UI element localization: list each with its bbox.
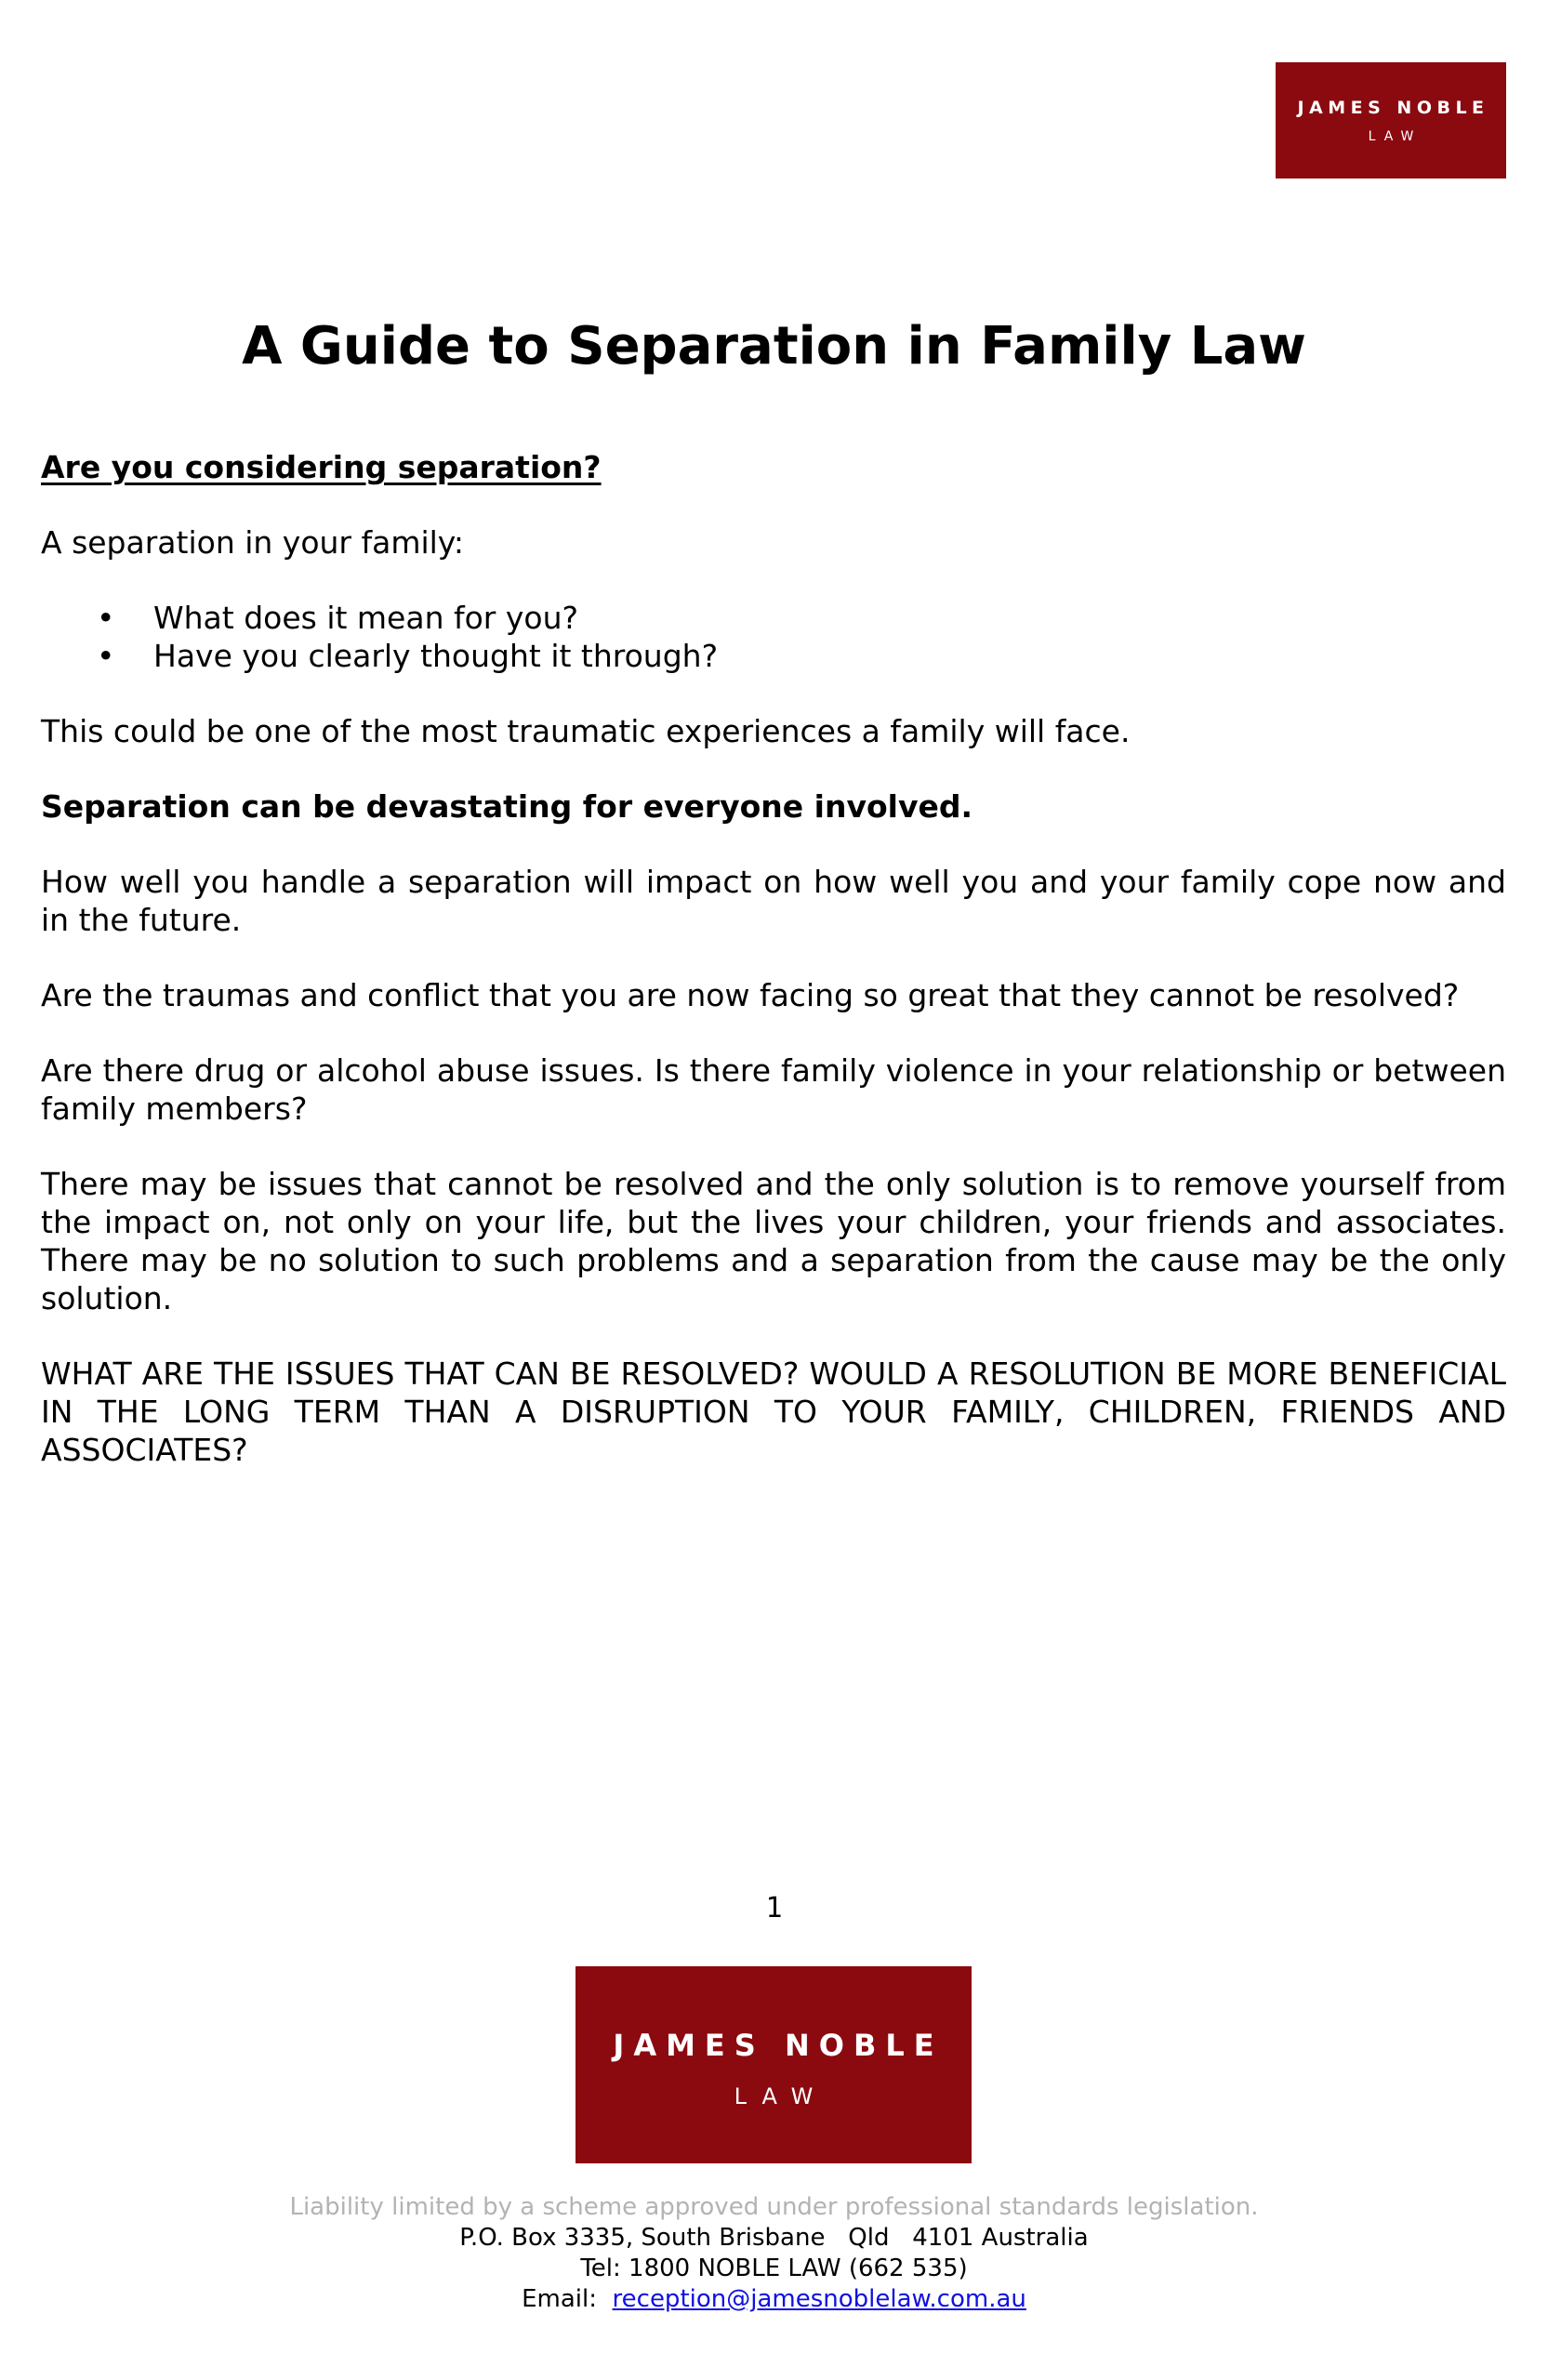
paragraph-handle: How well you handle a separation will impact on how well you and your family cope now and in the future. xyxy=(41,864,1506,938)
logo-sub: LAW xyxy=(1368,128,1422,144)
logo-name: JAMES NOBLE xyxy=(1297,97,1489,118)
paragraph-traumas: Are the traumas and conflict that you are now facing so great that they cannot be resolved? xyxy=(41,977,1460,1013)
logo-sub: LAW xyxy=(734,2083,828,2109)
list-item xyxy=(41,637,1506,675)
paragraph-drug: Are there drug or alcohol abuse issues. Is there family violence in your relationship or between family members? xyxy=(41,1052,1506,1127)
telephone: Tel: 1800 NOBLE LAW (662 535) xyxy=(580,2254,968,2282)
paragraph-traumatic: This could be one of the most traumatic experiences a family will face. xyxy=(41,713,1131,749)
paragraph-issues: There may be issues that cannot be resolved and the only solution is to remove yourself from the impact on, not only on your life, but the lives your children, your friends and associates. There may be no solution to such problems and a separation from the cause may be the only solution. xyxy=(41,1166,1506,1316)
bullet-icon: • xyxy=(97,600,115,636)
footer xyxy=(0,2192,1548,2315)
list-item-text: What does it mean for you? xyxy=(153,600,579,636)
list-item-text: Have you clearly thought it through? xyxy=(153,638,719,674)
liability-disclaimer: Liability limited by a scheme approved under professional standards legislation. xyxy=(289,2193,1259,2221)
paragraph-caps: WHAT ARE THE ISSUES THAT CAN BE RESOLVED? WOULD A RESOLUTION BE MORE BENEFICIAL IN THE LONG TERM THAN A DISRUPTION TO YOUR FAMILY, CHILDREN, FRIENDS AND ASSOCIATES? xyxy=(41,1355,1506,1468)
email-label: Email: xyxy=(522,2285,613,2313)
intro-text: A separation in your family: xyxy=(41,524,465,561)
email-link[interactable]: reception@jamesnoblelaw.com.au xyxy=(612,2285,1026,2313)
logo-header xyxy=(1276,62,1506,178)
logo-footer xyxy=(576,1966,972,2163)
paragraph-devastating: Separation can be devastating for everyone involved. xyxy=(41,788,973,825)
list-item xyxy=(41,599,1506,637)
document-body xyxy=(41,448,1506,1506)
section-heading: Are you considering separation? xyxy=(41,449,602,485)
logo-name: JAMES NOBLE xyxy=(613,2028,944,2063)
email-line xyxy=(0,2284,1548,2315)
postal-address: P.O. Box 3335, South Brisbane Qld 4101 Australia xyxy=(459,2224,1089,2252)
bullet-icon: • xyxy=(97,638,115,674)
document-title: A Guide to Separation in Family Law xyxy=(242,315,1306,377)
page-number: 1 xyxy=(765,1892,783,1924)
question-list xyxy=(41,599,1506,675)
